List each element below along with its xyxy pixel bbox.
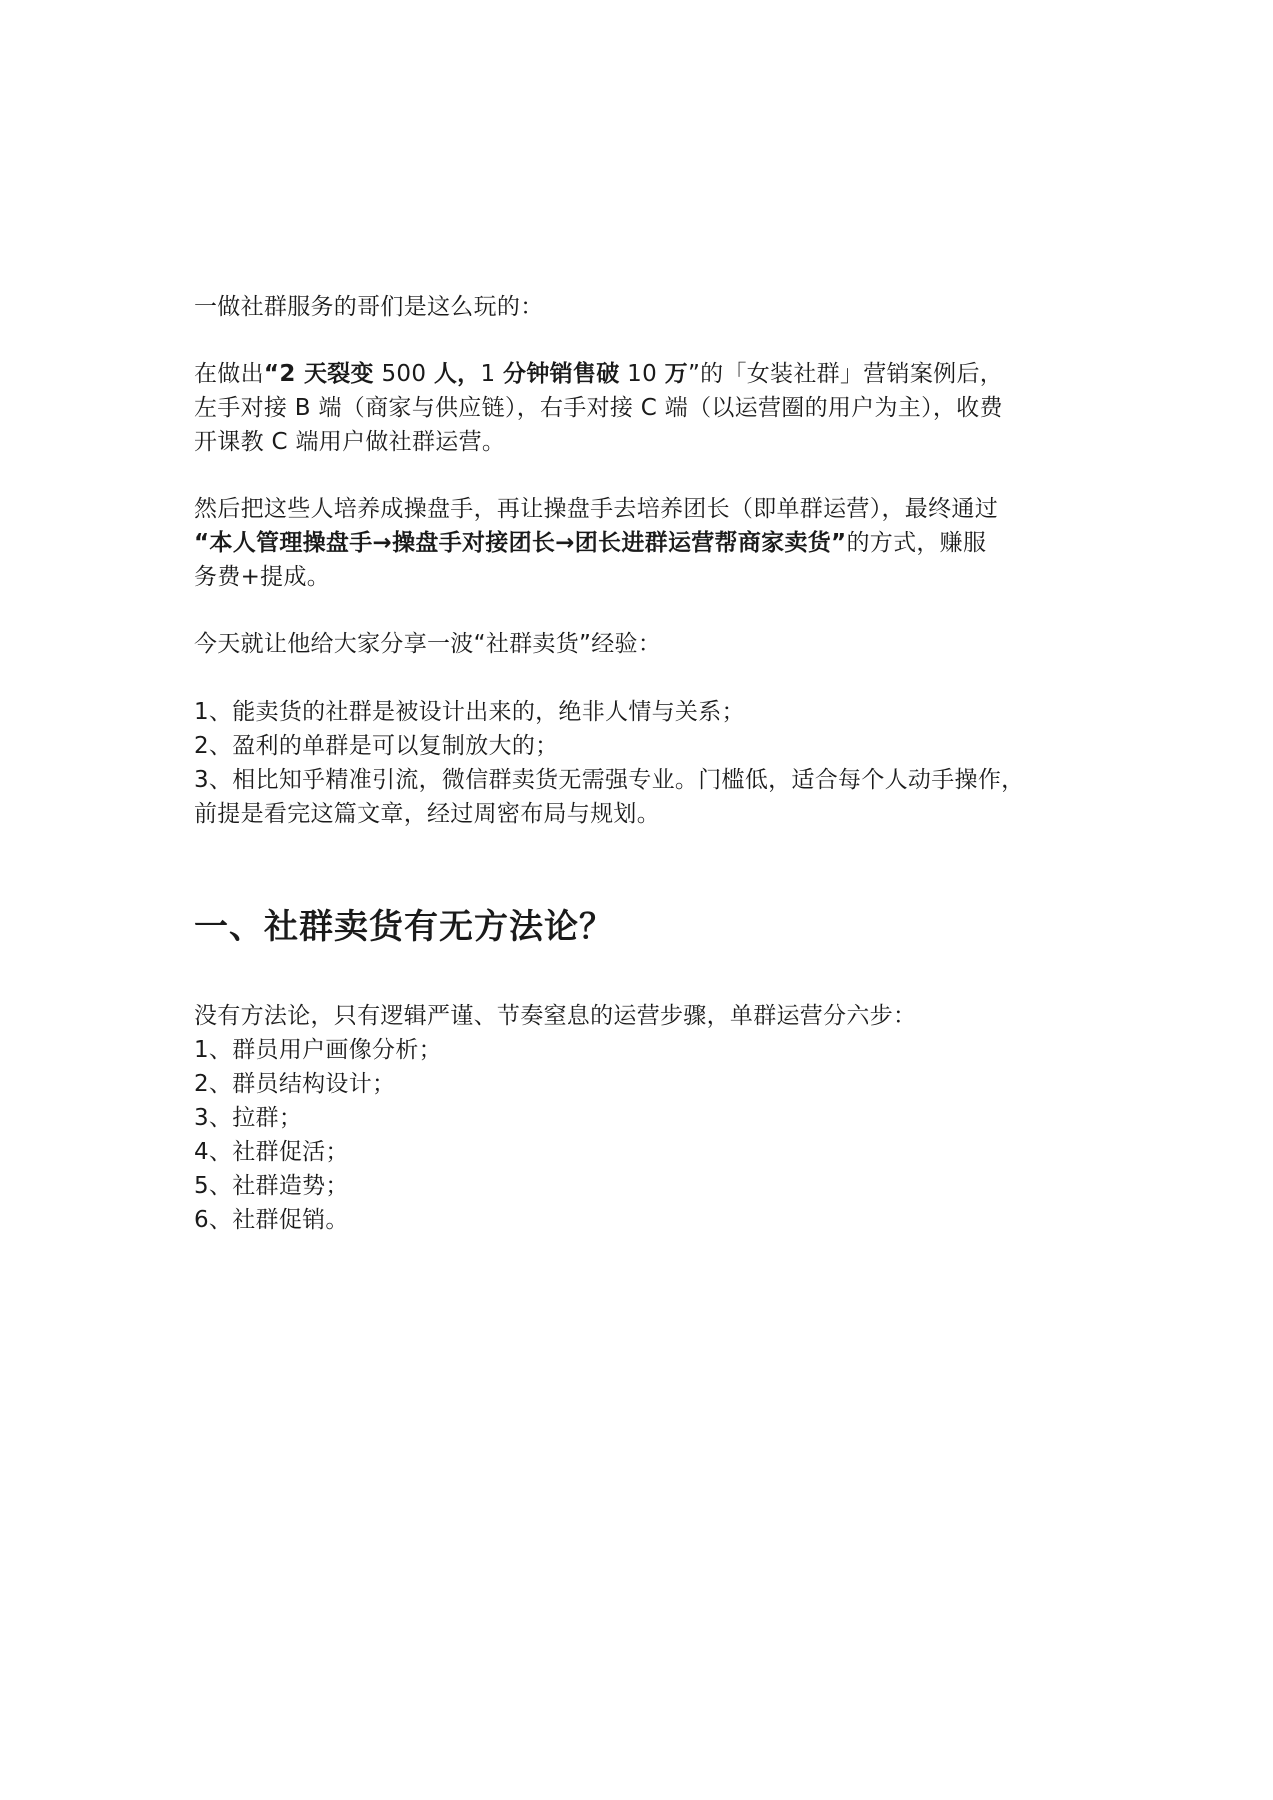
text-span: 在做出 [194, 361, 264, 387]
section-heading: 一、社群卖货有无方法论？ [194, 907, 614, 947]
paragraph-line: 然后把这些人培养成操盘手，再让操盘手去培养团长（即单群运营），最终通过 [194, 496, 998, 522]
key-points-list [194, 695, 1084, 831]
bold-text: “本人管理操盘手→操盘手对接团长→团长进群运营帮商家卖货” [194, 530, 847, 556]
bold-text: 万 [664, 361, 688, 387]
paragraph-case-study [194, 357, 1084, 459]
list-item: 6、社群促销。 [194, 1207, 349, 1233]
paragraph-operators [194, 492, 1084, 594]
section-intro-line: 没有方法论，只有逻辑严谨、节奏窒息的运营步骤，单群运营分六步： [194, 1003, 917, 1029]
text-span: 500 [373, 361, 434, 387]
bold-text: 2 天裂变 [279, 361, 374, 387]
paragraph-line: 左手对接 B 端（商家与供应链），右手对接 C 端（以运营圈的用户为主），收费 [194, 395, 1003, 421]
text-span: 10 [619, 361, 665, 387]
text-span: 的「女装社群」营销案例后， [700, 361, 1004, 387]
share-intro-line: 今天就让他给大家分享一波“社群卖货”经验： [194, 631, 662, 657]
list-item: 1、群员用户画像分析； [194, 1037, 442, 1063]
quote-mark: ” [687, 361, 701, 387]
list-item: 3、相比知乎精准引流，微信群卖货无需强专业。门槛低，适合每个人动手操作， [194, 767, 1025, 793]
paragraph-line: 务费+提成。 [194, 564, 331, 590]
paragraph-line [194, 526, 1084, 560]
list-item: 4、社群促活； [194, 1139, 349, 1165]
bold-text: 人， [433, 361, 481, 387]
paragraph-line: 开课教 C 端用户做社群运营。 [194, 429, 506, 455]
list-item: 3、拉群； [194, 1105, 303, 1131]
steps-list [194, 999, 1084, 1237]
document-body [194, 290, 1084, 1237]
intro-line: 一做社群服务的哥们是这么玩的： [194, 294, 544, 320]
paragraph-line [194, 357, 1084, 391]
list-item: 前提是看完这篇文章，经过周密布局与规划。 [194, 801, 660, 827]
quote-mark: “ [263, 361, 280, 387]
bold-text: 分钟销售破 [503, 361, 620, 387]
list-item: 5、社群造势； [194, 1173, 349, 1199]
text-span: 1 [480, 361, 504, 387]
list-item: 1、能卖货的社群是被设计出来的，绝非人情与关系； [194, 699, 745, 725]
list-item: 2、盈利的单群是可以复制放大的； [194, 733, 559, 759]
list-item: 2、群员结构设计； [194, 1071, 396, 1097]
text-span: 的方式，赚服 [846, 530, 987, 556]
